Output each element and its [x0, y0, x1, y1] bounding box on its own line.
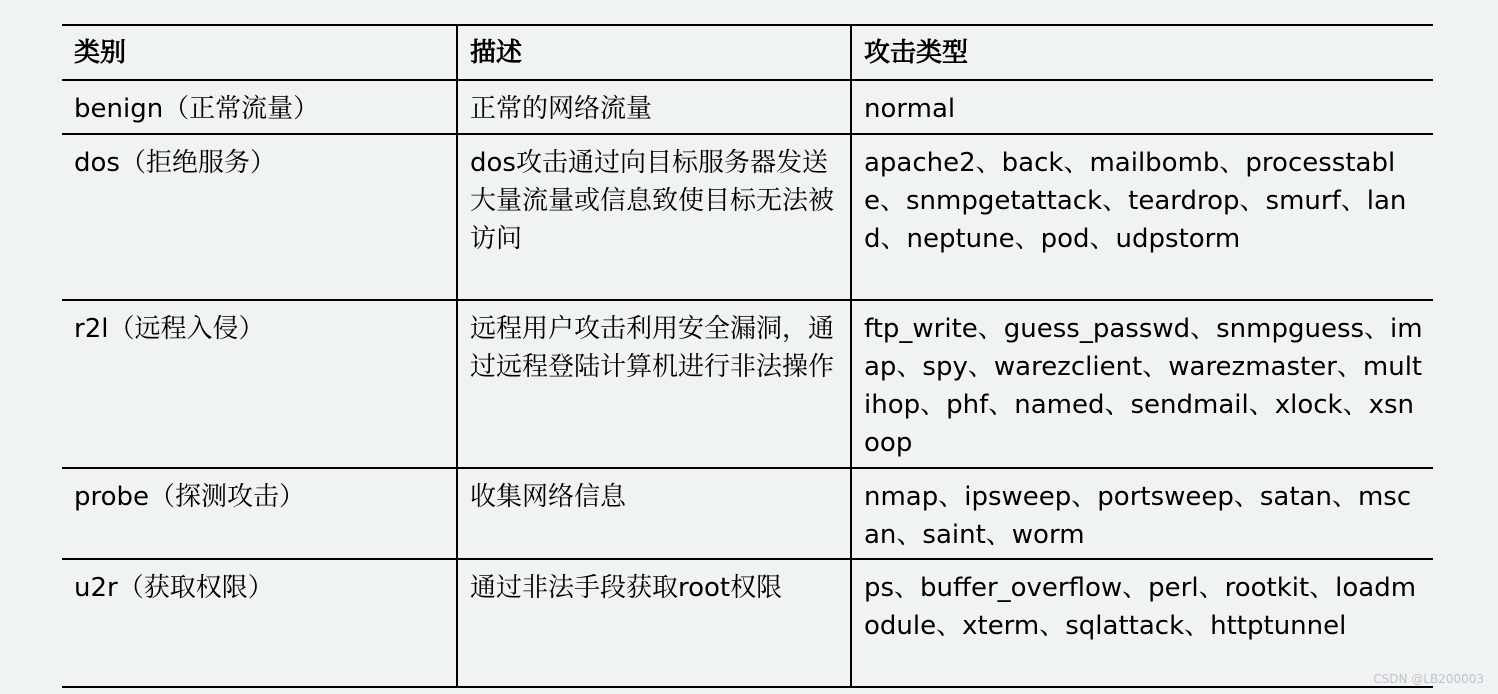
table-row [62, 468, 1433, 559]
header-category: 类别 [62, 25, 457, 80]
attacks-cell: normal [851, 80, 1433, 134]
category-cell: probe（探测攻击） [62, 468, 457, 559]
csdn-watermark: CSDN @LB200003 [1373, 672, 1484, 686]
description-cell: dos攻击通过向目标服务器发送大量流量或信息致使目标无法被访问 [457, 134, 851, 300]
category-cell: r2l（远程入侵） [62, 300, 457, 468]
description-cell: 通过非法手段获取root权限 [457, 559, 851, 687]
description-cell: 收集网络信息 [457, 468, 851, 559]
description-cell: 正常的网络流量 [457, 80, 851, 134]
table-row [62, 80, 1433, 134]
table-row [62, 300, 1433, 468]
table-header-row [62, 25, 1433, 80]
attacks-cell: ps、buffer_overflow、perl、rootkit、loadmodule、xterm、sqlattack、httptunnel [851, 559, 1433, 687]
category-cell: dos（拒绝服务） [62, 134, 457, 300]
table-row [62, 559, 1433, 687]
attacks-cell: ftp_write、guess_passwd、snmpguess、imap、spy、warezclient、warezmaster、multihop、phf、named、sendmail、xlock、xsnoop [851, 300, 1433, 468]
attack-types-table [62, 24, 1433, 688]
attacks-cell: apache2、back、mailbomb、processtable、snmpgetattack、teardrop、smurf、land、neptune、pod、udpstorm [851, 134, 1433, 300]
description-cell: 远程用户攻击利用安全漏洞，通过远程登陆计算机进行非法操作 [457, 300, 851, 468]
table-row [62, 134, 1433, 300]
header-description: 描述 [457, 25, 851, 80]
category-cell: u2r（获取权限） [62, 559, 457, 687]
header-attack-types: 攻击类型 [851, 25, 1433, 80]
category-cell: benign（正常流量） [62, 80, 457, 134]
attacks-cell: nmap、ipsweep、portsweep、satan、mscan、saint、worm [851, 468, 1433, 559]
